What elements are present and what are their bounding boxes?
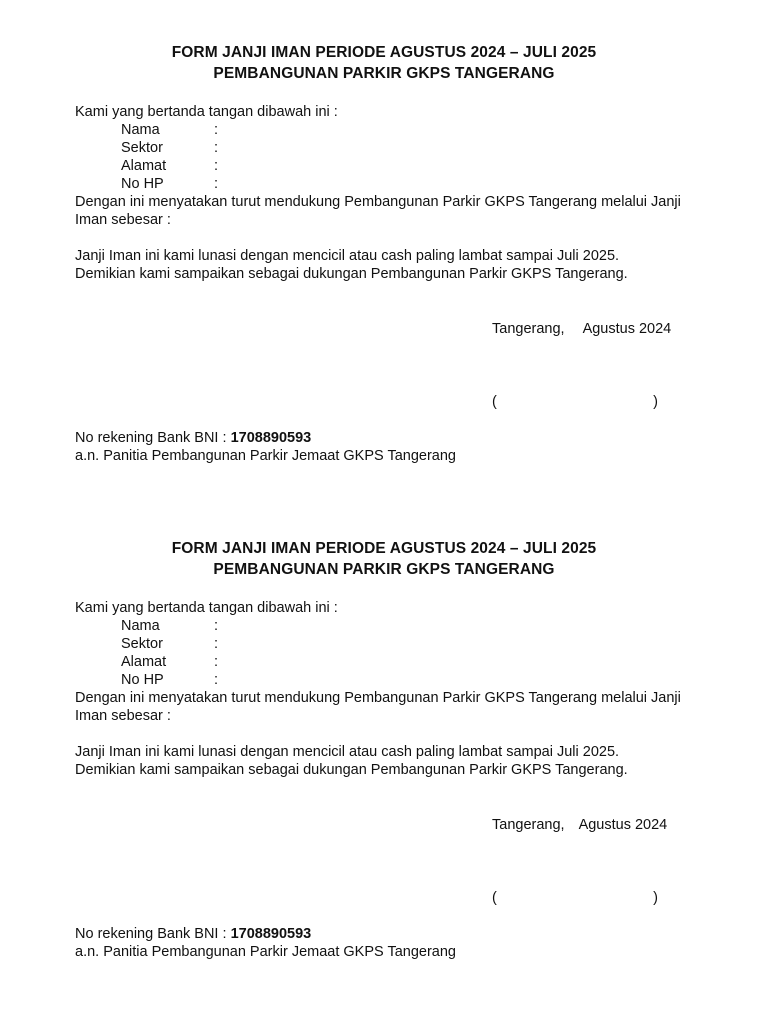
bank-number: 1708890593 (230, 926, 312, 942)
payment-line-1: Janji Iman ini kami lunasi dengan mencicil atau cash paling lambat sampai Juli 2025. (75, 248, 620, 264)
field-colon: : (214, 618, 219, 634)
place: Tangerang, (492, 321, 565, 337)
field-label: No HP (121, 672, 164, 688)
place-date (492, 817, 667, 833)
identity-fields (121, 617, 261, 689)
field-colon: : (214, 122, 219, 138)
date: Agustus 2024 (582, 321, 672, 337)
signature-open-paren: ( (492, 394, 497, 410)
form-title-line-2: PEMBANGUNAN PARKIR GKPS TANGERANG (213, 65, 555, 82)
intro-text: Kami yang bertanda tangan dibawah ini : (75, 600, 338, 616)
payment-text (75, 743, 715, 779)
form-title-line-2: PEMBANGUNAN PARKIR GKPS TANGERANG (213, 561, 555, 578)
field-label: Nama (121, 122, 160, 138)
statement-text: Dengan ini menyatakan turut mendukung Pembangunan Parkir GKPS Tangerang melalui Janji Iman sebesar : (75, 690, 681, 724)
field-colon: : (214, 176, 219, 192)
identity-fields (121, 121, 261, 193)
field-no-hp (121, 671, 261, 689)
pledge-form-2 (0, 538, 768, 960)
payment-line-2: Demikian kami sampaikan sebagai dukungan Pembangunan Parkir GKPS Tangerang. (75, 266, 628, 282)
field-sektor (121, 139, 261, 157)
field-nama (121, 617, 261, 635)
field-label: Alamat (121, 158, 167, 174)
bank-number: 1708890593 (230, 430, 312, 446)
payment-line-2: Demikian kami sampaikan sebagai dukungan Pembangunan Parkir GKPS Tangerang. (75, 762, 628, 778)
field-nama (121, 121, 261, 139)
signature-open-paren: ( (492, 890, 497, 906)
field-label: No HP (121, 176, 164, 192)
pledge-form-1 (0, 42, 768, 464)
field-colon: : (214, 140, 219, 156)
bank-label: No rekening Bank BNI : (75, 430, 231, 446)
field-colon: : (214, 654, 219, 670)
field-colon: : (214, 636, 219, 652)
place: Tangerang, (492, 817, 565, 833)
signature-line (492, 890, 658, 908)
field-alamat (121, 157, 261, 175)
statement-text: Dengan ini menyatakan turut mendukung Pembangunan Parkir GKPS Tangerang melalui Janji Iman sebesar : (75, 194, 681, 228)
account-name: a.n. Panitia Pembangunan Parkir Jemaat GKPS Tangerang (75, 448, 456, 464)
field-colon: : (214, 672, 219, 688)
field-no-hp (121, 175, 261, 193)
field-colon: : (214, 158, 219, 174)
field-alamat (121, 653, 261, 671)
signature-close-paren: ) (653, 890, 658, 906)
intro-text: Kami yang bertanda tangan dibawah ini : (75, 104, 338, 120)
form-title-line-1: FORM JANJI IMAN PERIODE AGUSTUS 2024 – JULI 2025 (171, 540, 597, 557)
field-label: Sektor (121, 636, 163, 652)
signature-line (492, 394, 658, 412)
field-label: Nama (121, 618, 160, 634)
field-label: Sektor (121, 140, 163, 156)
account-name: a.n. Panitia Pembangunan Parkir Jemaat GKPS Tangerang (75, 944, 456, 960)
bank-info (75, 925, 715, 961)
form-title-line-1: FORM JANJI IMAN PERIODE AGUSTUS 2024 – JULI 2025 (171, 44, 597, 61)
signature-close-paren: ) (653, 394, 658, 410)
payment-line-1: Janji Iman ini kami lunasi dengan mencicil atau cash paling lambat sampai Juli 2025. (75, 744, 620, 760)
place-date (492, 321, 671, 337)
bank-label: No rekening Bank BNI : (75, 926, 231, 942)
field-sektor (121, 635, 261, 653)
date: Agustus 2024 (578, 817, 668, 833)
bank-info (75, 429, 715, 465)
payment-text (75, 247, 715, 283)
field-label: Alamat (121, 654, 167, 670)
